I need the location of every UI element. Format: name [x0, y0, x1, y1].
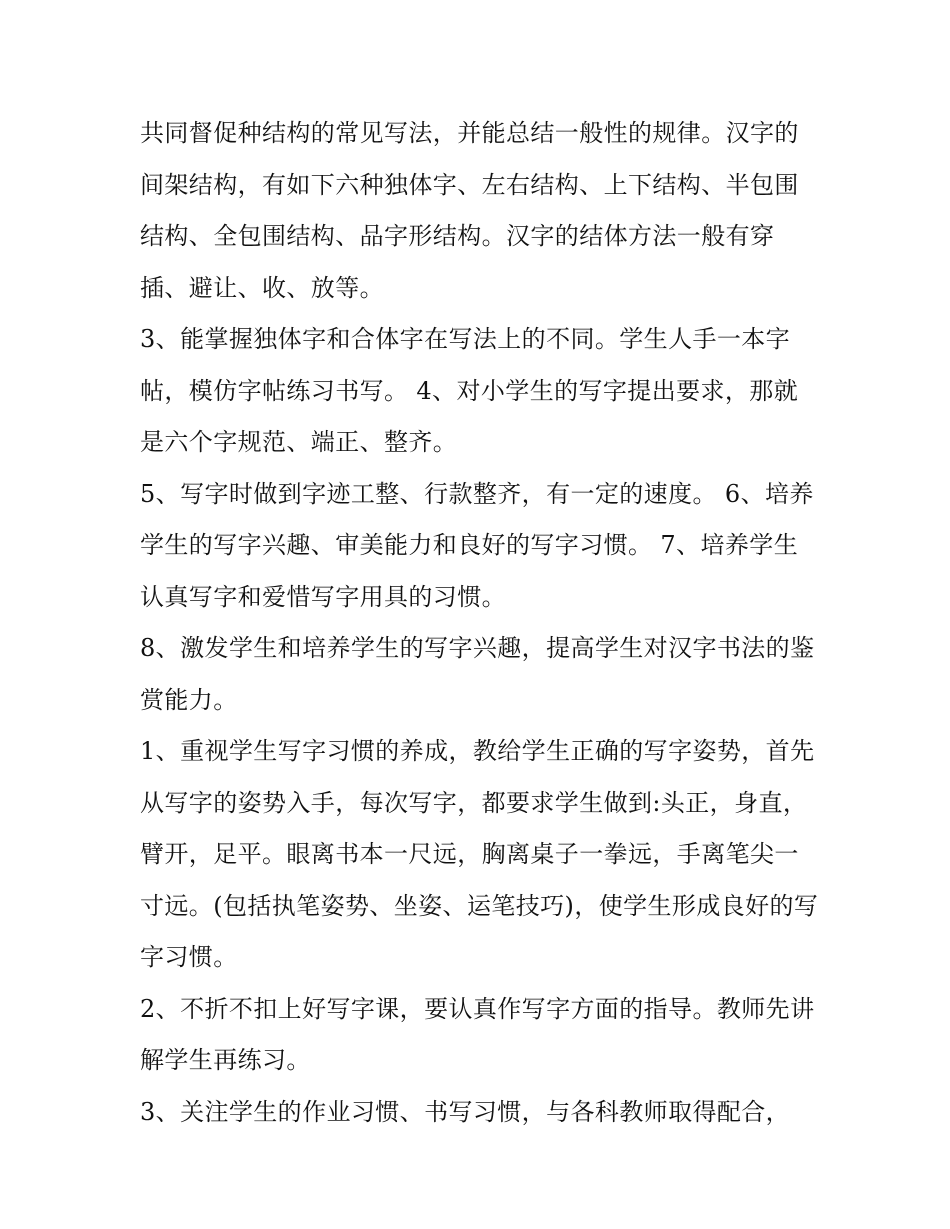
paragraph-1: 共同督促种结构的常见写法，并能总结一般性的规律。汉字的间架结构，有如下六种独体字、左右结构、上下结构、半包围结构、全包围结构、品字形结构。汉字的结体方法一般有穿插、避让、收、放等。 — [140, 119, 799, 302]
paragraph-2: 3、能掌握独体字和合体字在写法上的不同。学生人手一本字帖，模仿字帖练习书写。 4、对小学生的写字提出要求，那就是六个字规范、端正、整齐。 — [140, 325, 799, 456]
document-body — [140, 108, 820, 1138]
paragraph-3: 5、写字时做到字迹工整、行款整齐，有一定的速度。 6、培养学生的写字兴趣、审美能力和良好的写字习惯。 7、培养学生认真写字和爱惜写字用具的习惯。 — [140, 479, 814, 611]
paragraph-6: 2、不折不扣上好写字课，要认真作写字方面的指导。教师先讲解学生再练习。 — [140, 994, 815, 1074]
paragraph-5: 1、重视学生写字习惯的养成，教给学生正确的写字姿势，首先从写字的姿势入手，每次写字，都要求学生做到:头正，身直，臂开，足平。眼离书本一尺远，胸离桌子一拳远，手离笔尖一寸远。(包括执笔姿势、坐姿、运笔技巧)，使学生形成良好的写字习惯。 — [140, 737, 819, 971]
paragraph-4: 8、激发学生和培养学生的写字兴趣，提高学生对汉字书法的鉴赏能力。 — [140, 634, 815, 714]
paragraph-7: 3、关注学生的作业习惯、书写习惯，与各科教师取得配合， — [140, 1097, 791, 1126]
